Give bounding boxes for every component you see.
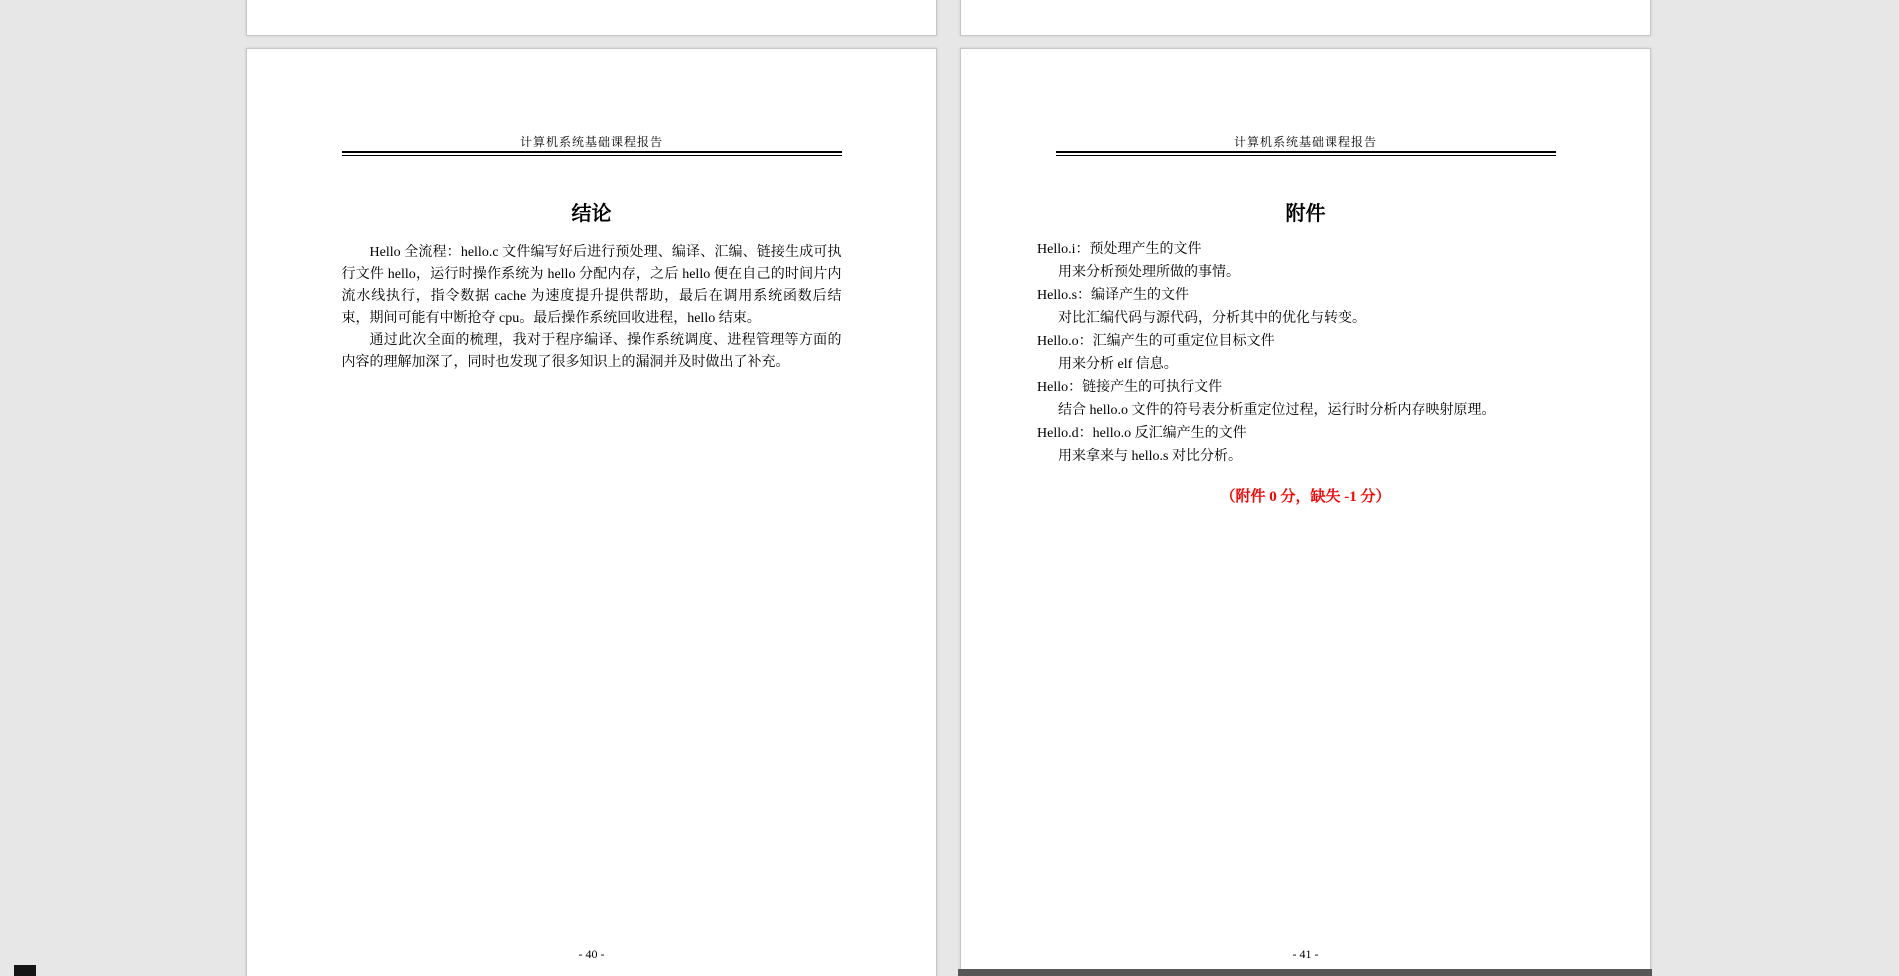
attachment-item-name: Hello.d：hello.o 反汇编产生的文件 — [1037, 426, 1247, 441]
page-number-40: - 40 - — [578, 947, 605, 961]
page-40[interactable] — [246, 48, 937, 976]
attachment-list — [1037, 238, 1561, 468]
section-title-conclusion: 结论 — [571, 203, 612, 225]
page-header-title: 计算机系统基础课程报告 — [1233, 135, 1377, 149]
conclusion-paragraph: Hello 全流程：hello.c 文件编写好后进行预处理、编译、汇编、链接生成可执行文件 hello，运行时操作系统为 hello 分配内存，之后 hello 便在自己的时间片内流水线执行，指令数据 cache 为速度提升提供帮助，最后在调用系统函数后结束，期间可能有中断抢夺 cpu。最后操作系统回收进程，hello 结束。 — [341, 245, 842, 326]
page-header-double-rule — [1056, 151, 1556, 156]
section-title-attachments: 附件 — [1285, 203, 1326, 225]
attachment-item-name: Hello.o：汇编产生的可重定位目标文件 — [1037, 334, 1275, 349]
previous-page-right-partial — [960, 0, 1651, 36]
attachment-item-desc: 对比汇编代码与源代码，分析其中的优化与转变。 — [1058, 311, 1366, 326]
previous-page-left-partial — [246, 0, 937, 36]
attachment-item-desc: 用来拿来与 hello.s 对比分析。 — [1058, 449, 1242, 464]
screen-edge-artifact-right — [958, 969, 1652, 976]
conclusion-body — [342, 242, 842, 374]
attachment-item-name: Hello：链接产生的可执行文件 — [1037, 380, 1223, 395]
page-41[interactable] — [960, 48, 1651, 976]
page-header — [247, 49, 936, 156]
attachment-item-name: Hello.s：编译产生的文件 — [1037, 288, 1190, 303]
page-header-title: 计算机系统基础课程报告 — [519, 135, 663, 149]
page-header — [961, 49, 1650, 156]
attachment-item-desc: 用来分析预处理所做的事情。 — [1058, 265, 1240, 280]
attachment-item-name: Hello.i：预处理产生的文件 — [1037, 242, 1202, 257]
attachment-item-desc: 结合 hello.o 文件的符号表分析重定位过程，运行时分析内存映射原理。 — [1058, 403, 1496, 418]
grader-deduction-note: （附件 0 分，缺失 -1 分） — [1220, 489, 1391, 505]
page-number-41: - 41 - — [1292, 947, 1319, 961]
conclusion-paragraph: 通过此次全面的梳理，我对于程序编译、操作系统调度、进程管理等方面的内容的理解加深了，同时也发现了很多知识上的漏洞并及时做出了补充。 — [341, 333, 842, 370]
screen-edge-artifact-left — [14, 965, 36, 976]
attachment-item-desc: 用来分析 elf 信息。 — [1058, 357, 1178, 372]
page-header-double-rule — [342, 151, 842, 156]
